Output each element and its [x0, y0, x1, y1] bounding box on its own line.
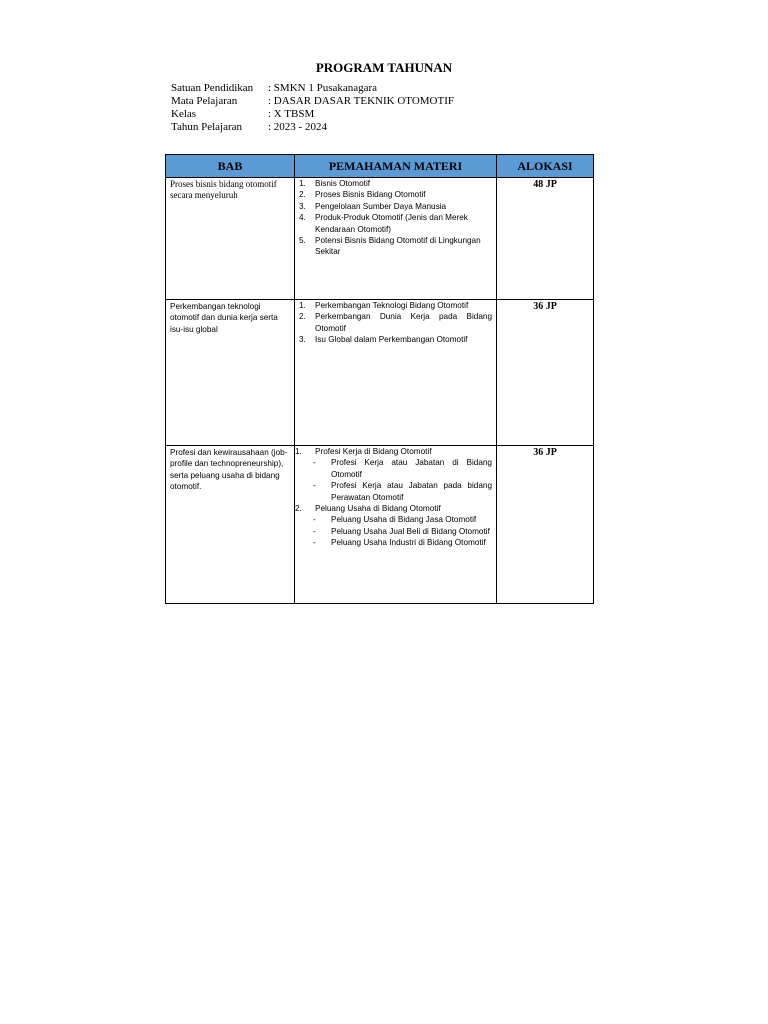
materi-list [295, 300, 496, 346]
info-label: Mata Pelajaran [171, 95, 238, 107]
sub-list-item: - Peluang Usaha Jual Beli di Bidang Otomotif [313, 526, 490, 536]
header-alokasi: ALOKASI [497, 155, 594, 178]
info-row-mapel [171, 95, 454, 108]
table-header-row [166, 155, 594, 178]
materi-list [295, 178, 496, 258]
info-row-kelas [171, 108, 454, 121]
table-row [166, 300, 594, 446]
alokasi-cell [497, 300, 594, 446]
identity-block [171, 82, 454, 134]
materi-cell [295, 300, 497, 446]
info-value: : SMKN 1 Pusakanagara [268, 82, 378, 94]
list-item: 3. Pengelolaan Sumber Daya Manusia [299, 201, 447, 211]
list-item: 1. Bisnis Otomotif [299, 179, 371, 188]
program-table [165, 154, 594, 604]
alokasi-cell [497, 446, 594, 604]
list-item: 1. Perkembangan Teknologi Bidang Otomotif [299, 301, 469, 310]
sub-list-item: - Peluang Usaha Industri di Bidang Otomotif [313, 538, 486, 548]
bab-text: Perkembangan teknologi otomotif dan dunia kerja serta isu-isu global [170, 302, 278, 334]
list-item: 2. Perkembangan Dunia Kerja pada Bidang Otomotif [299, 312, 492, 333]
info-label: Satuan Pendidikan [171, 82, 254, 94]
table-row [166, 178, 594, 300]
bab-cell [166, 178, 295, 300]
alokasi-value: 36 JP [533, 447, 557, 458]
info-value: : X TBSM [268, 108, 315, 120]
bab-text: Profesi dan kewirausahaan (job-profile dan technopreneurship), serta peluang usaha di bidang otomotif. [170, 448, 288, 492]
header-bab: BAB [166, 155, 295, 178]
materi-cell [295, 446, 497, 604]
header-materi: PEMAHAMAN MATERI [295, 155, 497, 178]
sub-list-item: - Profesi Kerja atau Jabatan di Bidang Otomotif [313, 458, 492, 479]
info-row-tahun [171, 121, 454, 134]
document-title: PROGRAM TAHUNAN [315, 60, 453, 75]
bab-text: Proses bisnis bidang otomotif secara menyeluruh [170, 179, 277, 201]
materi-cell [295, 178, 497, 300]
bab-cell [166, 446, 295, 604]
info-value: : 2023 - 2024 [268, 121, 327, 133]
alokasi-value: 36 JP [533, 301, 557, 312]
sub-list-item: - Profesi Kerja atau Jabatan pada bidang Perawatan Otomotif [313, 481, 492, 502]
bab-cell [166, 300, 295, 446]
alokasi-cell [497, 178, 594, 300]
table-row [166, 446, 594, 604]
info-label: Tahun Pelajaran [171, 121, 243, 133]
info-row-satuan [171, 82, 454, 95]
materi-list [295, 446, 496, 549]
info-value: : DASAR DASAR TEKNIK OTOMOTIF [268, 95, 454, 107]
list-item: 1. Profesi Kerja di Bidang Otomotif [295, 447, 432, 456]
alokasi-value: 48 JP [533, 179, 557, 190]
list-item: 2. Proses Bisnis Bidang Otomotif [299, 190, 426, 200]
list-item: 2. Peluang Usaha di Bidang Otomotif [295, 504, 441, 514]
info-label: Kelas [171, 108, 197, 120]
list-item: 4. Produk-Produk Otomotif (Jenis dan Merek Kendaraan Otomotif) [299, 213, 468, 234]
list-item: 5. Potensi Bisnis Bidang Otomotif di Lingkungan Sekitar [299, 236, 481, 257]
list-item: 3. Isu Global dalam Perkembangan Otomotif [299, 335, 468, 345]
sub-list-item: - Peluang Usaha di Bidang Jasa Otomotif [313, 515, 477, 525]
